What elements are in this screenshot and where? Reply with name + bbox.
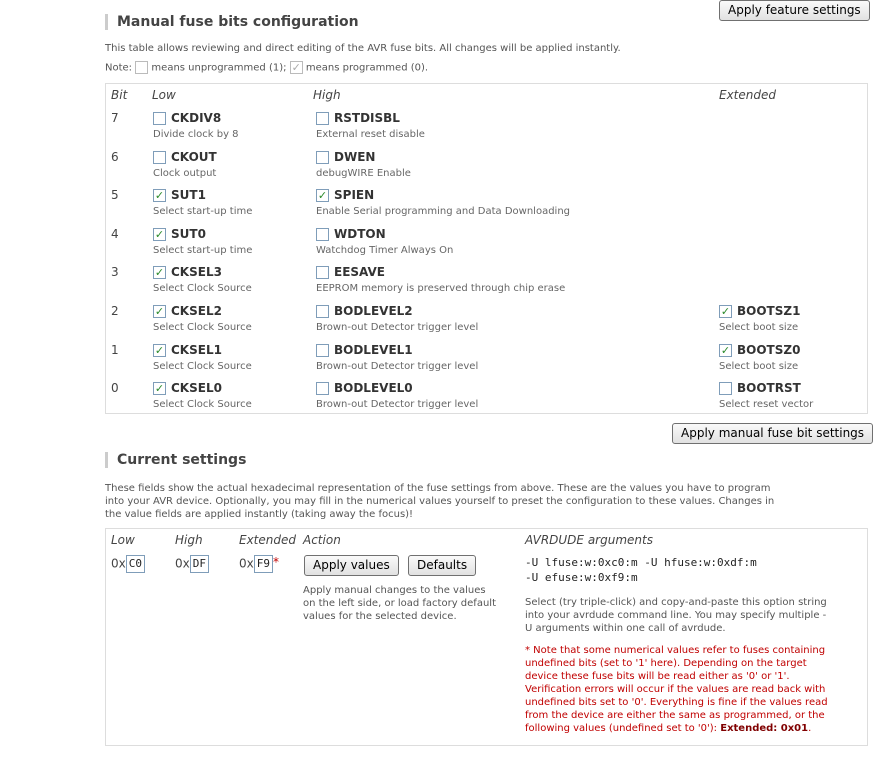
- action-help-line-3: values for the selected device.: [303, 611, 457, 622]
- action-help-line-2: on the left side, or load factory default: [303, 598, 496, 609]
- fuse-checkbox[interactable]: [316, 228, 329, 241]
- note-line-text: device these fuse bits will be read either as '0' or '1'.: [525, 671, 790, 682]
- note-line-text: from the device are either the same as programmed, or the: [525, 710, 825, 721]
- fuse-name: CKDIV8: [171, 111, 222, 125]
- current-description-line-1: These fields show the actual hexadecimal representation of the fuse settings from above. These are the values you have to program: [105, 483, 771, 494]
- fuse-checkbox[interactable]: ✓: [154, 266, 165, 279]
- fuse-description: debugWIRE Enable: [316, 168, 411, 179]
- fuse-name: BOOTSZ0: [737, 343, 801, 357]
- fuse-name: BODLEVEL1: [334, 343, 413, 357]
- avrdude-help-line-1: Select (try triple-click) and copy-and-paste this option string: [525, 597, 827, 608]
- bit-number: 5: [111, 188, 119, 202]
- fuse-checkbox[interactable]: [316, 305, 329, 318]
- fuse-description: Select Clock Source: [153, 399, 252, 410]
- note-line: [525, 644, 865, 657]
- fuse-description: This table allows reviewing and direct editing of the AVR fuse bits. All changes will be applied instantly.: [105, 43, 621, 54]
- fuse-checkbox[interactable]: ✓: [720, 344, 731, 357]
- action-help-line-1: Apply manual changes to the values: [303, 585, 486, 596]
- fuse-checkbox[interactable]: ✓: [154, 305, 165, 318]
- fuse-checkbox[interactable]: ✓: [317, 189, 328, 202]
- note-line-text: undefined bits set to '0'. Everything is fine if the values read: [525, 697, 828, 708]
- fuse-checkbox[interactable]: [316, 382, 329, 395]
- fuse-name: SUT0: [171, 227, 206, 241]
- low-fuse-input[interactable]: C0: [126, 555, 145, 573]
- legend-unprogrammed: means unprogrammed (1);: [151, 62, 287, 74]
- fuse-name: BOOTRST: [737, 381, 801, 395]
- low-hex-group: [111, 555, 145, 573]
- fuse-checkbox[interactable]: ✓: [154, 228, 165, 241]
- fuse-description: Select Clock Source: [153, 361, 252, 372]
- fuse-name: WDTON: [334, 227, 386, 241]
- apply-values-button[interactable]: Apply values: [304, 555, 399, 576]
- fuse-description: Select start-up time: [153, 206, 253, 217]
- note-line: [525, 696, 865, 709]
- high-fuse-input[interactable]: DF: [190, 555, 209, 573]
- fuse-section-title: Manual fuse bits configuration: [105, 14, 359, 30]
- fuse-name: BODLEVEL2: [334, 304, 413, 318]
- unchecked-checkbox-icon: [135, 61, 148, 74]
- extended-hex-group: [239, 555, 279, 573]
- high-hex-header: High: [175, 533, 203, 547]
- avrdude-help-line-3: U arguments within one call of avrdude.: [525, 623, 726, 634]
- fuse-checkbox[interactable]: [719, 382, 732, 395]
- note-line: [525, 683, 865, 696]
- fuse-checkbox[interactable]: [153, 151, 166, 164]
- note-line: [525, 670, 865, 683]
- fuse-description: Watchdog Timer Always On: [316, 245, 454, 256]
- apply-feature-settings-button[interactable]: Apply feature settings: [719, 0, 870, 21]
- extended-hex-header: Extended: [239, 533, 296, 547]
- bit-number: 3: [111, 265, 119, 279]
- avrdude-args-line-2[interactable]: -U efuse:w:0xf9:m: [525, 571, 638, 584]
- action-header: Action: [303, 533, 341, 547]
- fuse-checkbox[interactable]: [316, 151, 329, 164]
- legend-programmed: means programmed (0).: [305, 62, 429, 74]
- avrdude-header: AVRDUDE arguments: [525, 533, 653, 547]
- fuse-description: Select boot size: [719, 322, 799, 333]
- fuse-description: Select boot size: [719, 361, 799, 372]
- fuse-checkbox[interactable]: [316, 112, 329, 125]
- fuse-description: Divide clock by 8: [153, 129, 239, 140]
- defaults-button[interactable]: Defaults: [408, 555, 476, 576]
- fuse-checkbox[interactable]: ✓: [720, 305, 731, 318]
- bit-number: 0: [111, 381, 119, 395]
- fuse-description: Enable Serial programming and Data Downloading: [316, 206, 571, 217]
- note-line-text: following values (undefined set to '0'):: [525, 723, 718, 734]
- fuse-name: BODLEVEL0: [334, 381, 413, 395]
- low-hex-prefix: 0x: [111, 556, 126, 571]
- fuse-description: Brown-out Detector trigger level: [316, 399, 479, 410]
- note-line: [525, 722, 865, 735]
- fuse-description: Brown-out Detector trigger level: [316, 322, 479, 333]
- current-description-line-3: the value fields are applied instantly (taking away the focus)!: [105, 509, 414, 520]
- fuse-name: SPIEN: [334, 188, 375, 202]
- high-hex-group: [175, 555, 209, 573]
- fuse-name: RSTDISBL: [334, 111, 400, 125]
- bit-number: 6: [111, 150, 119, 164]
- extended-fuse-input[interactable]: F9: [254, 555, 273, 573]
- note-line-text: undefined bits (set to '1' here). Depending on the target: [525, 658, 807, 669]
- fuse-checkbox[interactable]: ✓: [154, 382, 165, 395]
- fuse-description: EEPROM memory is preserved through chip erase: [316, 283, 566, 294]
- fuse-description: Select Clock Source: [153, 322, 252, 333]
- extended-asterisk: *: [273, 555, 279, 569]
- fuse-checkbox[interactable]: [316, 266, 329, 279]
- avrdude-help-line-2: into your avrdude command line. You may specify multiple -: [525, 610, 827, 621]
- bit-column-header: Bit: [111, 88, 128, 102]
- high-column-header: High: [313, 88, 341, 102]
- note-line: [525, 709, 865, 722]
- fuse-name: CKSEL2: [171, 304, 222, 318]
- fuse-name: SUT1: [171, 188, 206, 202]
- fuse-name: DWEN: [334, 150, 376, 164]
- fuse-name: CKOUT: [171, 150, 217, 164]
- checked-checkbox-icon: ✓: [291, 61, 301, 74]
- low-column-header: Low: [152, 88, 176, 102]
- fuse-description: Clock output: [153, 168, 217, 179]
- note-extended-value: Extended: 0x01: [720, 723, 809, 734]
- fuse-description: Select reset vector: [719, 399, 814, 410]
- extended-column-header: Extended: [719, 88, 776, 102]
- note-line: [525, 657, 865, 670]
- high-hex-prefix: 0x: [175, 556, 190, 571]
- note-line-text: Verification errors will occur if the values are read back with: [525, 684, 826, 695]
- fuse-description: External reset disable: [316, 129, 425, 140]
- bit-number: 7: [111, 111, 119, 125]
- undefined-bits-note: [525, 644, 865, 735]
- avrdude-args-line-1[interactable]: -U lfuse:w:0xc0:m -U hfuse:w:0xdf:m: [525, 556, 757, 569]
- extended-hex-prefix: 0x: [239, 556, 254, 571]
- bit-number: 2: [111, 304, 119, 318]
- note-line-text: * Note that some numerical values refer to fuses containing: [525, 645, 826, 656]
- fuse-description: Select start-up time: [153, 245, 253, 256]
- fuse-checkbox[interactable]: ✓: [154, 189, 165, 202]
- note-end: .: [808, 723, 812, 734]
- bit-number: 1: [111, 343, 119, 357]
- fuse-checkbox[interactable]: ✓: [154, 344, 165, 357]
- legend-note-prefix: Note:: [105, 62, 133, 74]
- current-description-line-2: into your AVR device. Optionally, you may fill in the numerical values yourself to preset the configuration to these values. Changes in: [105, 496, 775, 507]
- fuse-name: CKSEL0: [171, 381, 222, 395]
- legend-note: [105, 61, 428, 75]
- fuse-checkbox[interactable]: [316, 344, 329, 357]
- fuse-description: Select Clock Source: [153, 283, 252, 294]
- current-settings-title: Current settings: [105, 452, 246, 468]
- low-hex-header: Low: [111, 533, 135, 547]
- fuse-description: Brown-out Detector trigger level: [316, 361, 479, 372]
- fuse-name: CKSEL3: [171, 265, 222, 279]
- fuse-name: CKSEL1: [171, 343, 222, 357]
- bit-number: 4: [111, 227, 119, 241]
- fuse-name: EESAVE: [334, 265, 385, 279]
- apply-manual-fuse-button[interactable]: Apply manual fuse bit settings: [672, 423, 873, 444]
- fuse-checkbox[interactable]: [153, 112, 166, 125]
- fuse-name: BOOTSZ1: [737, 304, 801, 318]
